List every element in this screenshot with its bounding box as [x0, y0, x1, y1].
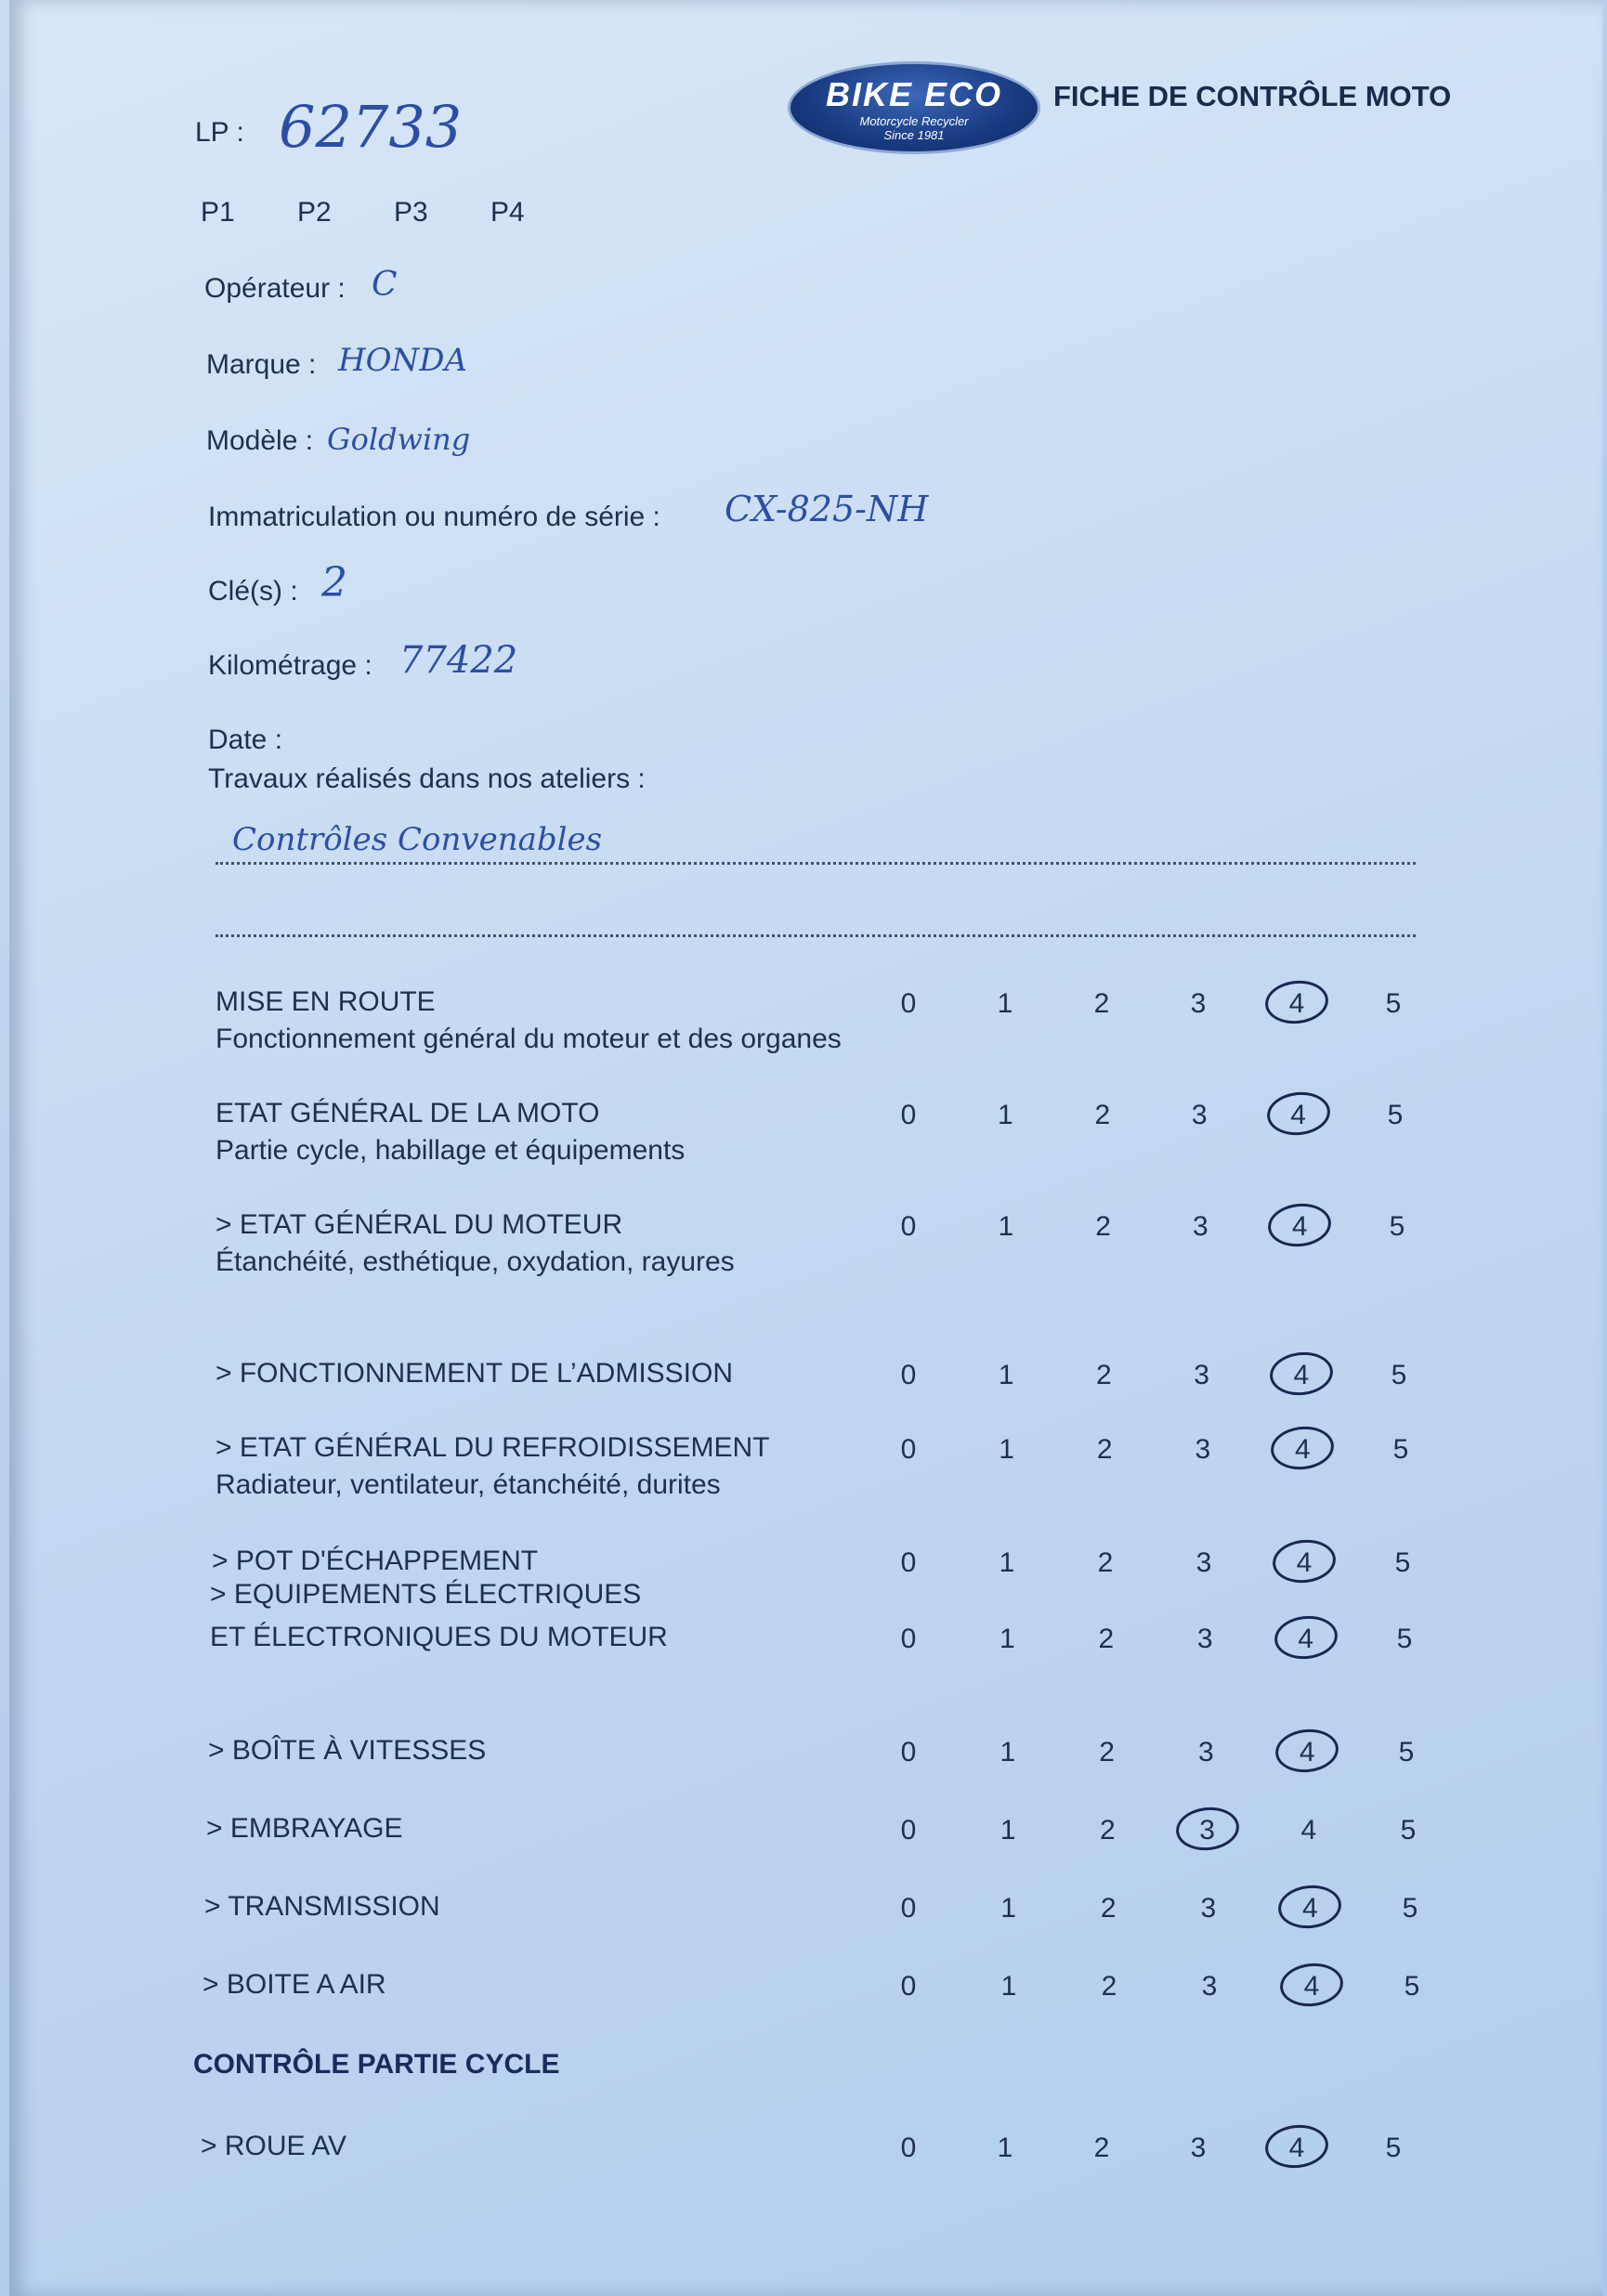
score-option-1[interactable]: 1	[999, 1434, 1014, 1465]
score-option-4[interactable]: 4	[1295, 1434, 1311, 1465]
score-option-5[interactable]: 5	[1391, 1360, 1407, 1390]
score-option-1[interactable]: 1	[997, 2133, 1013, 2163]
travaux-label: Travaux réalisés dans nos ateliers :	[208, 763, 646, 794]
operateur-value: C	[372, 266, 398, 304]
bike-eco-logo	[788, 61, 1040, 154]
cles-label: Clé(s) :	[208, 576, 298, 607]
score-option-1[interactable]: 1	[999, 1815, 1016, 1846]
score-option-3[interactable]: 3	[1191, 1100, 1208, 1130]
travaux-value: Contrôles Convenables	[232, 821, 603, 858]
score-option-3[interactable]: 3	[1195, 1434, 1211, 1465]
score-option-3[interactable]: 3	[1200, 1893, 1217, 1924]
score-option-1[interactable]: 1	[1000, 1893, 1016, 1924]
rating-row-title: > BOÎTE À VITESSES	[208, 1735, 487, 1766]
selected-score-circle	[1269, 1424, 1336, 1473]
score-option-4[interactable]: 4	[1302, 1893, 1318, 1924]
score-option-2[interactable]: 2	[1096, 1360, 1112, 1390]
score-option-3[interactable]: 3	[1194, 1360, 1209, 1390]
score-option-0[interactable]: 0	[900, 1893, 917, 1924]
score-option-5[interactable]: 5	[1394, 1547, 1411, 1578]
score-option-2[interactable]: 2	[1093, 2133, 1110, 2163]
cles-value: 2	[321, 559, 347, 607]
selected-score-circle	[1263, 978, 1330, 1027]
score-option-3[interactable]: 3	[1190, 2133, 1207, 2163]
score-option-0[interactable]: 0	[900, 2133, 917, 2163]
selected-score-circle	[1272, 1613, 1339, 1663]
score-option-4[interactable]: 4	[1300, 1815, 1317, 1846]
rating-row-title: > EQUIPEMENTS ÉLECTRIQUES	[210, 1579, 642, 1610]
score-option-4[interactable]: 4	[1290, 1100, 1306, 1130]
operateur-label: Opérateur :	[204, 273, 346, 304]
score-option-4[interactable]: 4	[1291, 1211, 1308, 1242]
score-option-0[interactable]: 0	[900, 1815, 917, 1846]
score-option-0[interactable]: 0	[900, 1547, 917, 1578]
selected-score-circle	[1268, 1350, 1335, 1399]
rating-row-subtitle: Étanchéité, esthétique, oxydation, rayures	[216, 1246, 735, 1277]
score-option-2[interactable]: 2	[1099, 1737, 1115, 1768]
rating-row-title: > ETAT GÉNÉRAL DU MOTEUR	[216, 1209, 623, 1240]
rating-row-subtitle: Radiateur, ventilateur, étanchéité, durites	[216, 1469, 721, 1500]
selected-score-circle	[1276, 1883, 1343, 1932]
score-option-5[interactable]: 5	[1396, 1624, 1413, 1654]
score-option-2[interactable]: 2	[1095, 1211, 1111, 1242]
rating-row-title: MISE EN ROUTE	[216, 986, 436, 1017]
rating-row-subtitle: Fonctionnement général du moteur et des organes	[216, 1024, 842, 1054]
score-option-5[interactable]: 5	[1387, 1100, 1404, 1130]
score-option-2[interactable]: 2	[1098, 1624, 1115, 1654]
score-option-4[interactable]: 4	[1299, 1737, 1315, 1768]
score-option-1[interactable]: 1	[998, 1211, 1014, 1242]
selected-score-circle	[1274, 1727, 1340, 1776]
score-option-5[interactable]: 5	[1398, 1737, 1415, 1768]
score-option-2[interactable]: 2	[1100, 1815, 1116, 1846]
score-option-5[interactable]: 5	[1389, 1211, 1405, 1242]
rating-row-title: > FONCTIONNEMENT DE L’ADMISSION	[216, 1358, 734, 1389]
logo-tagline: Motorcycle Recycler	[859, 114, 969, 128]
position-p1: P1	[201, 197, 235, 228]
rating-row-title: ETAT GÉNÉRAL DE LA MOTO	[216, 1098, 600, 1128]
marque-label: Marque :	[206, 349, 317, 380]
score-option-2[interactable]: 2	[1093, 988, 1110, 1019]
date-label: Date :	[208, 724, 283, 755]
score-option-1[interactable]: 1	[999, 1624, 1015, 1654]
score-option-3[interactable]: 3	[1193, 1211, 1209, 1242]
km-label: Kilométrage :	[208, 650, 372, 681]
rating-row-title: > POT D'ÉCHAPPEMENT	[212, 1546, 539, 1576]
lp-label: LP :	[195, 117, 244, 148]
score-option-5[interactable]: 5	[1385, 988, 1402, 1019]
immat-label: Immatriculation ou numéro de série :	[208, 502, 660, 532]
score-option-3[interactable]: 3	[1201, 1971, 1218, 2002]
score-option-5[interactable]: 5	[1392, 1434, 1409, 1465]
rating-row-title: > ETAT GÉNÉRAL DU REFROIDISSEMENT	[216, 1432, 770, 1463]
score-option-2[interactable]: 2	[1097, 1547, 1114, 1578]
selected-score-circle	[1264, 1089, 1331, 1139]
page-title: FICHE DE CONTRÔLE MOTO	[1053, 80, 1452, 112]
score-option-0[interactable]: 0	[900, 1434, 917, 1465]
selected-score-circle	[1263, 2122, 1330, 2172]
km-value: 77422	[399, 639, 518, 682]
score-option-1[interactable]: 1	[998, 1360, 1014, 1390]
position-p3: P3	[394, 197, 428, 228]
score-option-5[interactable]: 5	[1402, 1893, 1418, 1924]
score-option-4[interactable]: 4	[1298, 1624, 1313, 1654]
logo-since: Since 1981	[883, 128, 945, 142]
score-option-4[interactable]: 4	[1303, 1971, 1320, 2002]
selected-score-circle	[1271, 1537, 1338, 1586]
score-option-2[interactable]: 2	[1096, 1434, 1113, 1465]
logo-brand: BIKE ECO	[825, 75, 1003, 113]
position-p4: P4	[490, 197, 525, 228]
score-option-1[interactable]: 1	[1000, 1971, 1017, 2002]
travaux-line-1	[216, 862, 1416, 865]
score-option-5[interactable]: 5	[1400, 1815, 1417, 1846]
score-option-2[interactable]: 2	[1101, 1971, 1117, 2002]
modele-label: Modèle :	[206, 425, 314, 456]
control-sheet-page	[9, 0, 1602, 2296]
score-option-3[interactable]: 3	[1195, 1547, 1212, 1578]
selected-score-circle	[1173, 1805, 1240, 1854]
rating-row-title: > BOITE A AIR	[203, 1969, 386, 2000]
score-option-3[interactable]: 3	[1199, 1815, 1215, 1846]
score-option-1[interactable]: 1	[999, 1737, 1016, 1768]
score-option-2[interactable]: 2	[1094, 1100, 1111, 1130]
rating-row-title: > EMBRAYAGE	[206, 1813, 403, 1844]
rating-row-title: > ROUE AV	[201, 2131, 347, 2161]
score-option-0[interactable]: 0	[900, 1100, 917, 1130]
travaux-line-2	[216, 934, 1416, 937]
rating-row-subtitle: Partie cycle, habillage et équipements	[216, 1135, 686, 1166]
score-option-3[interactable]: 3	[1190, 988, 1207, 1019]
position-p2: P2	[297, 197, 332, 228]
modele-value: Goldwing	[327, 422, 471, 457]
rating-row-title: > TRANSMISSION	[204, 1891, 440, 1922]
score-option-4[interactable]: 4	[1288, 2133, 1305, 2163]
score-option-0[interactable]: 0	[900, 1737, 917, 1768]
score-option-4[interactable]: 4	[1296, 1547, 1313, 1578]
marque-value: HONDA	[338, 342, 468, 379]
section-cycle-title: CONTRÔLE PARTIE CYCLE	[193, 2049, 560, 2080]
score-option-3[interactable]: 3	[1198, 1737, 1214, 1768]
score-option-5[interactable]: 5	[1404, 1971, 1420, 2002]
score-option-0[interactable]: 0	[900, 1211, 917, 1242]
score-option-0[interactable]: 0	[900, 1360, 917, 1390]
immat-value: CX-825-NH	[725, 489, 929, 529]
score-option-0[interactable]: 0	[900, 988, 917, 1019]
score-option-1[interactable]: 1	[997, 988, 1013, 1019]
lp-value: 62733	[279, 93, 463, 161]
score-option-0[interactable]: 0	[900, 1971, 917, 2002]
score-option-4[interactable]: 4	[1288, 988, 1305, 1019]
score-option-5[interactable]: 5	[1385, 2133, 1402, 2163]
selected-score-circle	[1266, 1201, 1333, 1250]
score-option-3[interactable]: 3	[1196, 1624, 1213, 1654]
rating-row-subtitle: ET ÉLECTRONIQUES DU MOTEUR	[210, 1622, 668, 1652]
score-option-1[interactable]: 1	[998, 1100, 1013, 1130]
score-option-4[interactable]: 4	[1293, 1360, 1310, 1390]
score-option-2[interactable]: 2	[1100, 1893, 1117, 1924]
score-option-0[interactable]: 0	[900, 1624, 917, 1654]
selected-score-circle	[1278, 1961, 1345, 2010]
score-option-1[interactable]: 1	[999, 1547, 1015, 1578]
